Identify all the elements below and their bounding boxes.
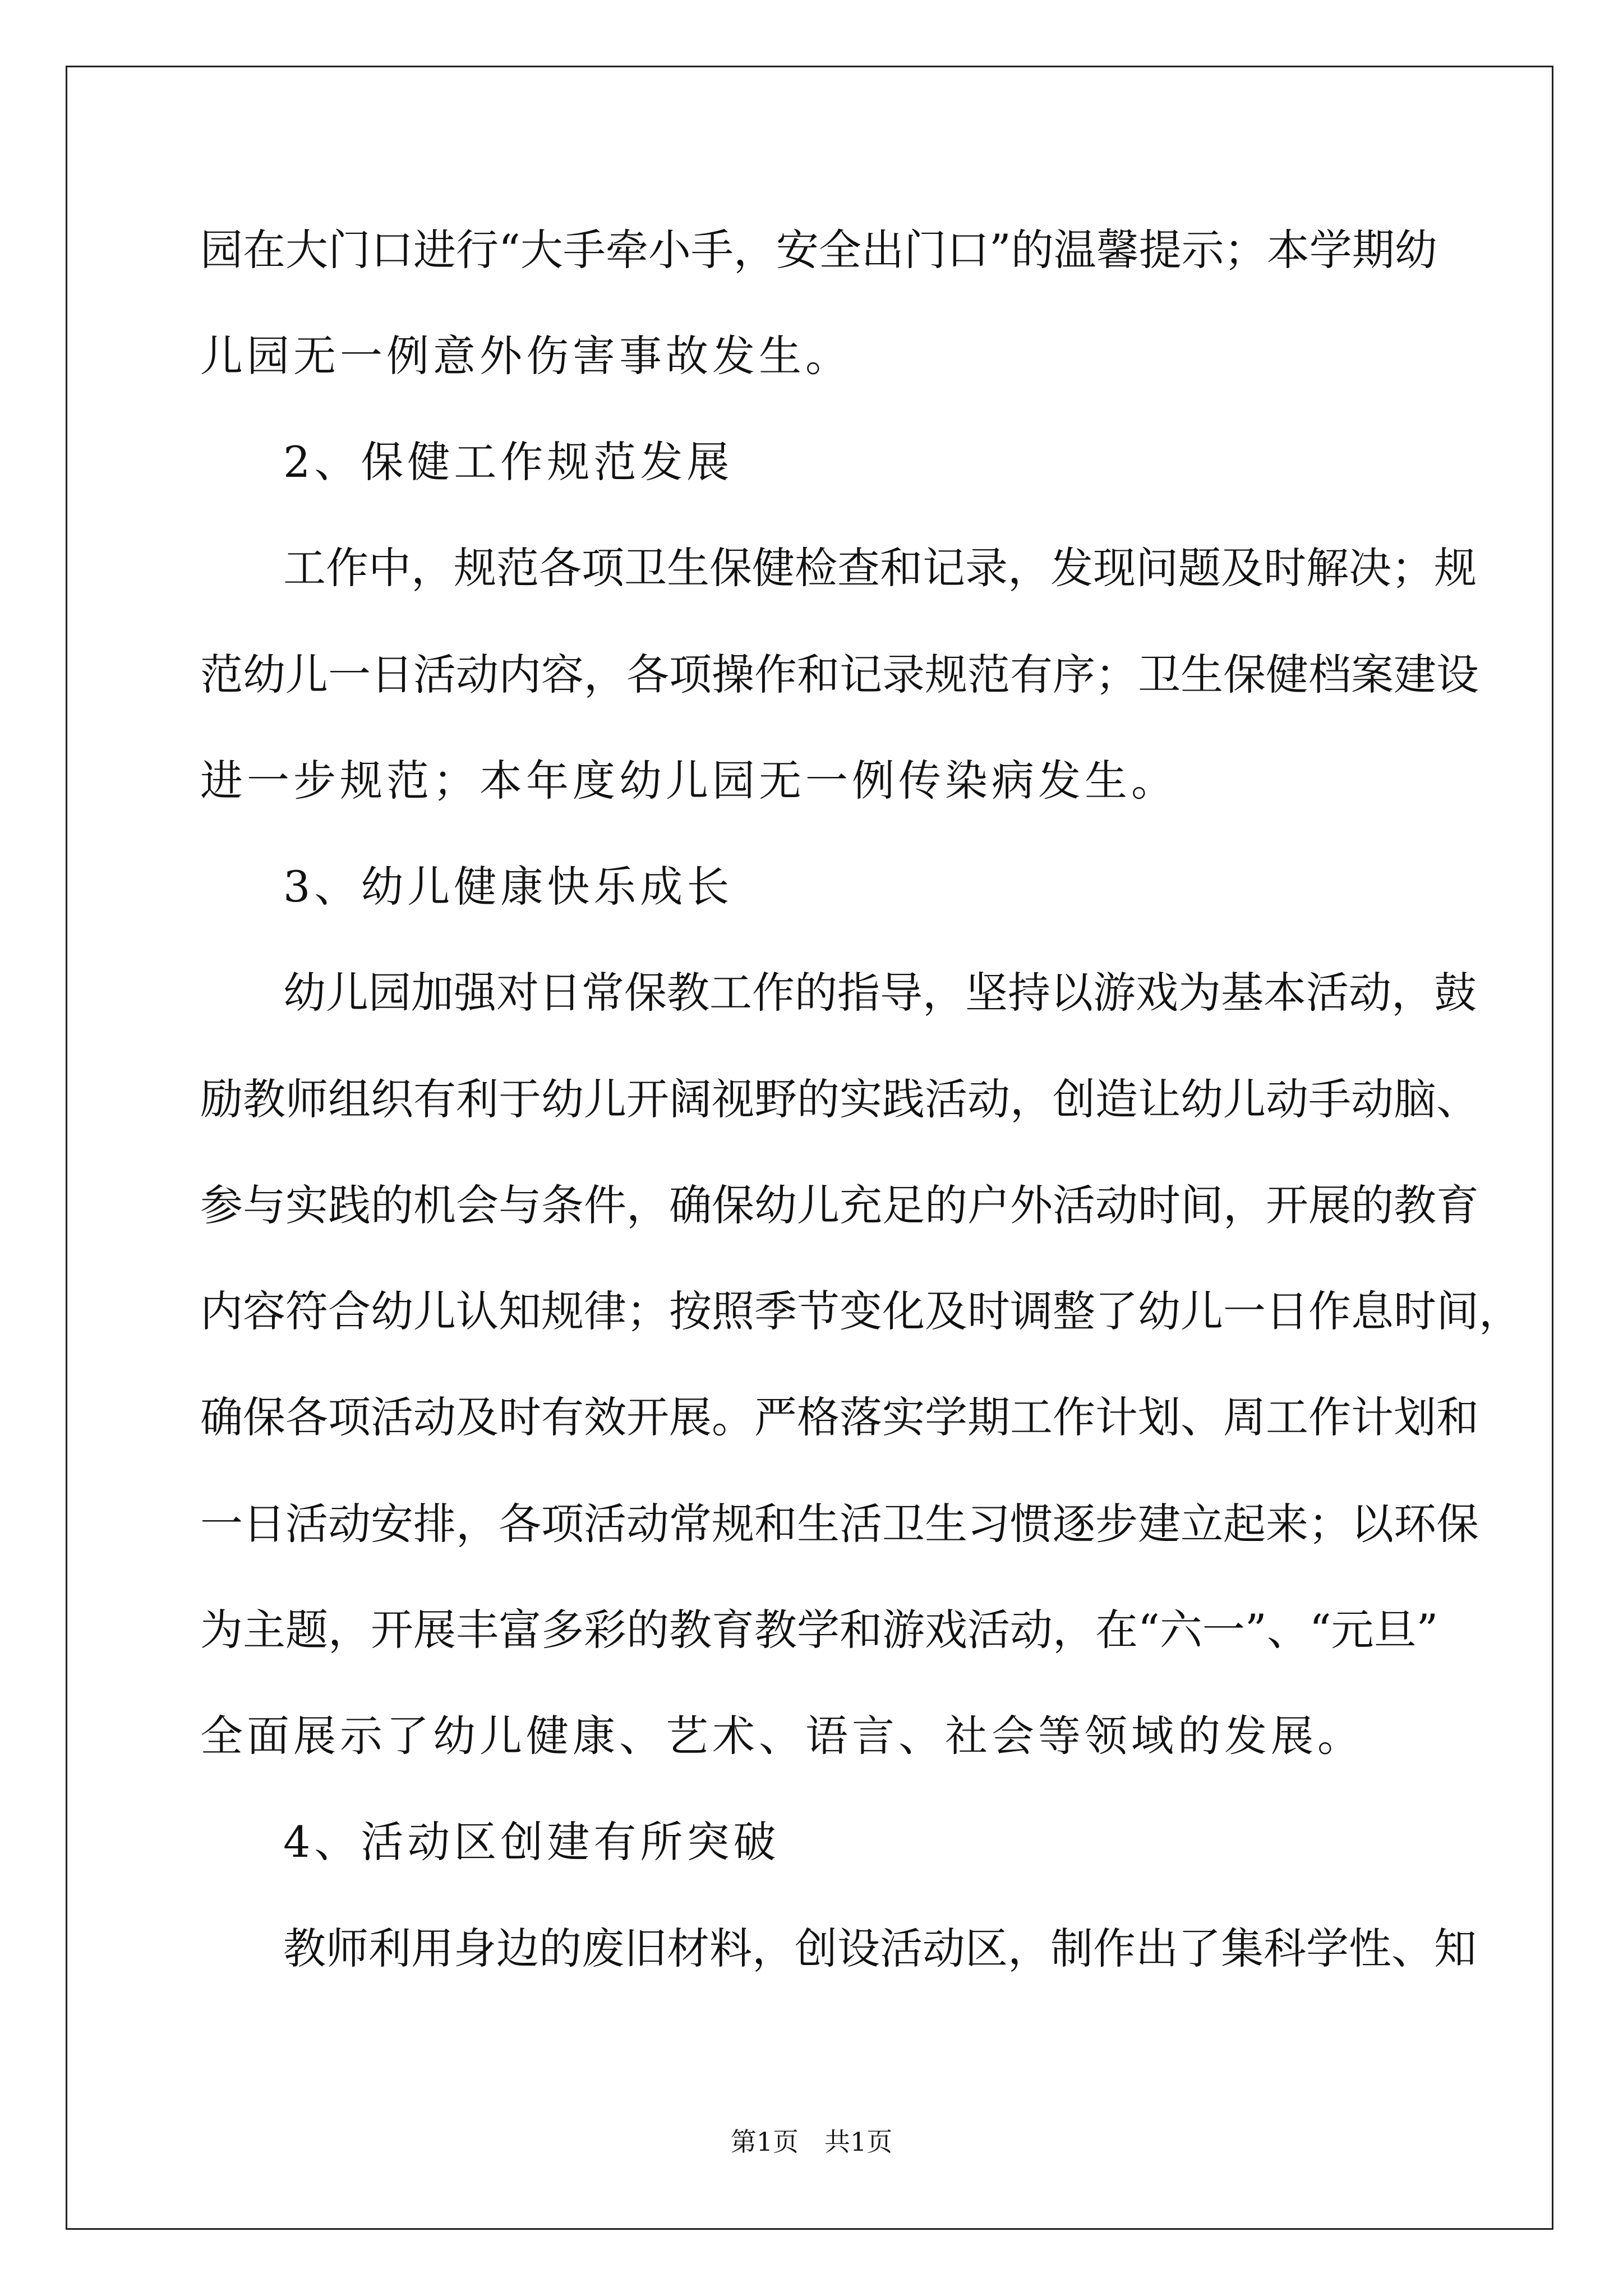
text-line-2: 儿园无一例意外伤害事故发生。 bbox=[200, 331, 852, 381]
page-number: 第1页 共1页 bbox=[730, 2127, 893, 2157]
section-heading-2: 2、保健工作规范发展 bbox=[283, 437, 734, 487]
text-line-12: 确保各项活动及时有效开展。严格落实学期工作计划、周工作计划和 bbox=[200, 1392, 1479, 1442]
section-heading-4: 4、活动区创建有所突破 bbox=[283, 1817, 780, 1867]
text-line-5: 范幼儿一日活动内容，各项操作和记录规范有序；卫生保健档案建设 bbox=[200, 650, 1479, 700]
text-line-1: 园在大门口进行“大手牵小手，安全出门口”的温馨提示；本学期幼 bbox=[200, 225, 1437, 275]
text-line-17: 教师利用身边的废旧材料，创设活动区，制作出了集科学性、知 bbox=[283, 1924, 1477, 1973]
text-line-9: 励教师组织有利于幼儿开阔视野的实践活动，创造让幼儿动手动脑、 bbox=[200, 1074, 1479, 1124]
page-footer bbox=[0, 2129, 1623, 2155]
page-border bbox=[66, 66, 1553, 2230]
text-line-15: 全面展示了幼儿健康、艺术、语言、社会等领域的发展。 bbox=[200, 1711, 1364, 1761]
text-line-6: 进一步规范；本年度幼儿园无一例传染病发生。 bbox=[200, 756, 1178, 806]
section-heading-3: 3、幼儿健康快乐成长 bbox=[283, 862, 734, 912]
text-line-10: 参与实践的机会与条件，确保幼儿充足的户外活动时间，开展的教育 bbox=[200, 1180, 1479, 1230]
text-line-8: 幼儿园加强对日常保教工作的指导，坚持以游戏为基本活动，鼓 bbox=[283, 968, 1477, 1018]
text-line-4: 工作中，规范各项卫生保健检查和记录，发现问题及时解决；规 bbox=[283, 543, 1477, 593]
text-line-11: 内容符合幼儿认知规律；按照季节变化及时调整了幼儿一日作息时间， bbox=[200, 1286, 1521, 1336]
text-line-14: 为主题，开展丰富多彩的教育教学和游戏活动，在“六一”、“元旦” bbox=[200, 1605, 1438, 1655]
text-line-13: 一日活动安排，各项活动常规和生活卫生习惯逐步建立起来；以环保 bbox=[200, 1499, 1479, 1549]
